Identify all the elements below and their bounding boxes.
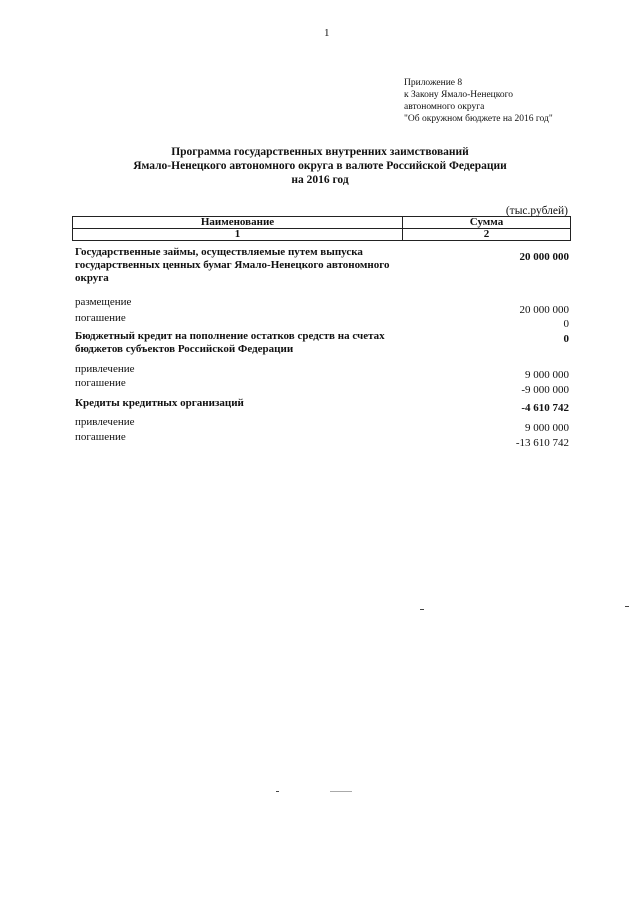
appendix-note <box>404 77 553 125</box>
page-number: 1 <box>324 27 330 39</box>
title-line-2: Ямало-Ненецкого автономного округа в валюте Российской Федерации <box>133 160 507 172</box>
row-repayment2-label: погашение <box>75 377 126 389</box>
row-attraction2-label: привлечение <box>75 416 135 428</box>
units-label: (тыс.рублей) <box>505 205 568 217</box>
row-attraction1-value: 9 000 000 <box>525 369 569 381</box>
row-placement-value: 20 000 000 <box>519 304 569 316</box>
row-repayment2-value: -9 000 000 <box>521 384 569 396</box>
row-attraction1-label: привлечение <box>75 363 135 375</box>
column-number-2: 2 <box>403 229 571 241</box>
row-attraction2-value: 9 000 000 <box>525 422 569 434</box>
row-budget-credit-label: Бюджетный кредит на пополнение остатков средств на счетах бюджетов субъектов Российской Федерации <box>75 330 385 355</box>
row-bank-credits-label: Кредиты кредитных организаций <box>75 397 244 409</box>
row-bank-credits-value: -4 610 742 <box>521 402 569 414</box>
row-gov-loans-label: Государственные займы, осуществляемые путем выпуска государственных ценных бумаг Ямало-Ненецкого автономного округа <box>75 246 390 284</box>
row-budget-credit-value: 0 <box>563 333 569 345</box>
row-repayment3-label: погашение <box>75 431 126 443</box>
scan-mark <box>330 791 352 792</box>
title-line-3: на 2016 год <box>291 174 349 186</box>
appendix-line-3: автономного округа <box>404 102 485 112</box>
appendix-line-2: к Закону Ямало-Ненецкого <box>404 90 514 100</box>
scan-mark <box>420 609 424 610</box>
row-gov-loans-value: 20 000 000 <box>519 251 569 263</box>
header-name: Наименование <box>73 217 403 229</box>
document-title <box>0 145 640 187</box>
header-sum: Сумма <box>403 217 571 229</box>
scan-mark <box>276 791 279 792</box>
appendix-line-4: "Об окружном бюджете на 2016 год" <box>404 114 553 124</box>
row-repayment1-label: погашение <box>75 312 126 324</box>
row-repayment3-value: -13 610 742 <box>515 437 569 449</box>
column-number-1: 1 <box>73 229 403 241</box>
appendix-line-1: Приложение 8 <box>404 78 463 88</box>
table-header <box>72 216 571 241</box>
row-repayment1-value: 0 <box>563 318 569 330</box>
title-line-1: Программа государственных внутренних заимствований <box>171 146 469 158</box>
row-placement-label: размещение <box>75 296 132 308</box>
scan-mark <box>625 606 629 607</box>
